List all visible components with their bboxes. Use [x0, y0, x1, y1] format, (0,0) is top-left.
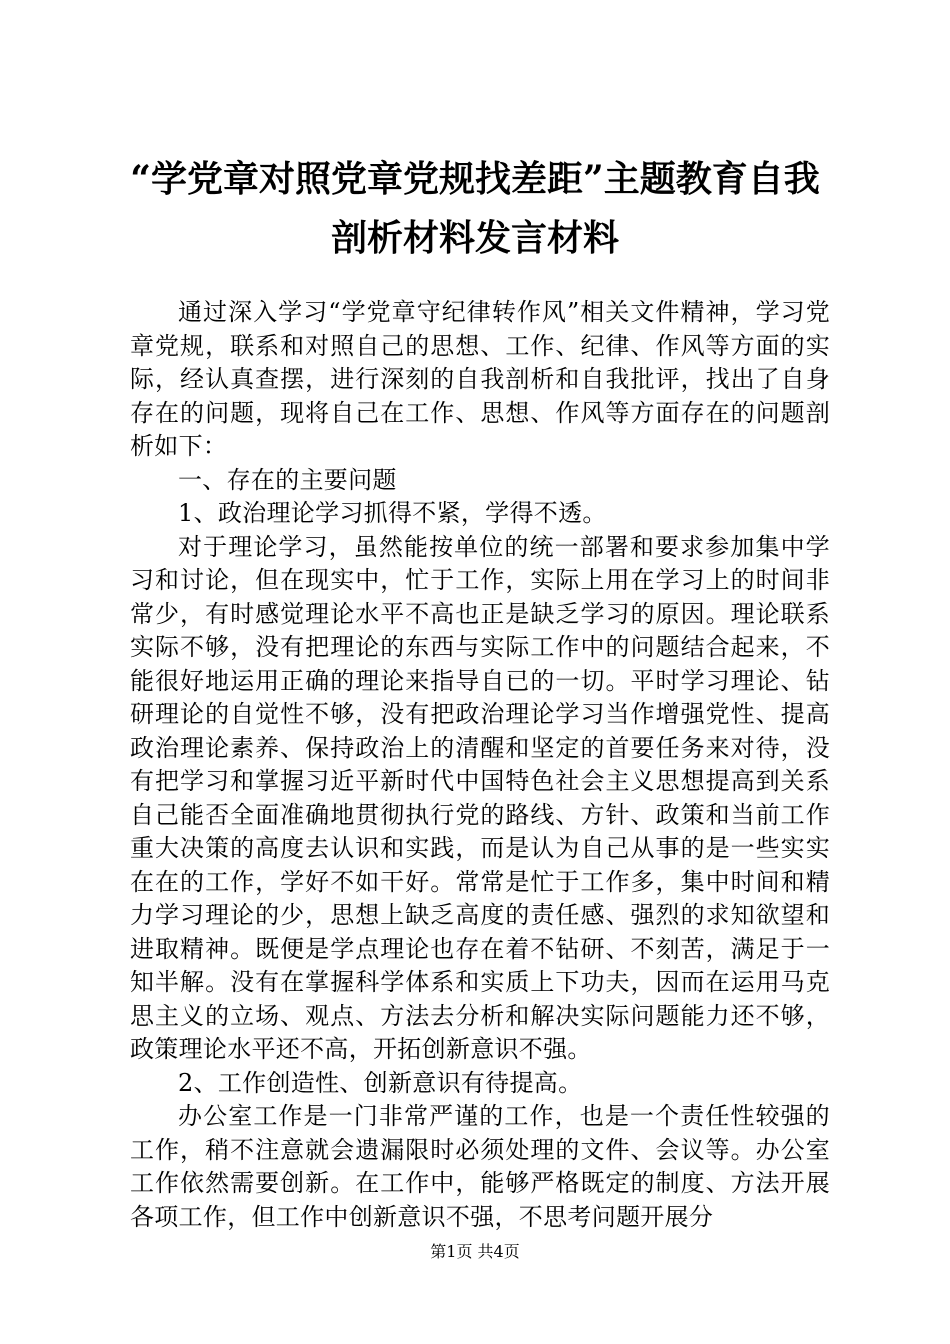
document-body — [130, 296, 830, 1234]
subheading-2: 2、工作创造性、创新意识有待提高。 — [178, 1068, 583, 1097]
paragraph-intro: 通过深入学习“学党章守纪律转作风”相关文件精神，学习党章党规，联系和对照自己的思想、工作、纪律、作风等方面的实际，经认真查摆，进行深刻的自我剖析和自我批评，找出了自身存在的问题，现将自己在工作、思想、作风等方面存在的问题剖析如下： — [130, 298, 830, 460]
document-title-line-1: “学党章对照党章党规找差距”主题教育自我 — [130, 158, 820, 200]
paragraph-office-work: 办公室工作是一门非常严谨的工作，也是一个责任性较强的工作，稍不注意就会遗漏限时必须处理的文件、会议等。办公室工作依然需要创新。在工作中，能够严格既定的制度、方法开展各项工作，但工作中创新意识不强，不思考问题开展分 — [130, 1102, 830, 1231]
heading-main-problems: 一、存在的主要问题 — [178, 465, 397, 494]
paragraph-theory-study: 对于理论学习，虽然能按单位的统一部署和要求参加集中学习和讨论，但在现实中，忙于工作，实际上用在学习上的时间非常少，有时感觉理论水平不高也正是缺乏学习的原因。理论联系实际不够，没有把理论的东西与实际工作中的问题结合起来，不能很好地运用正确的理论来指导自已的一切。平时学习理论、钻研理论的自觉性不够，没有把政治理论学习当作增强党性、提高政治理论素养、保持政治上的清醒和坚定的首要任务来对待，没有把学习和掌握习近平新时代中国特色社会主义思想提高到关系自己能否全面准确地贯彻执行党的路线、方针、政策和当前工作重大决策的高度去认识和实践，而是认为自己从事的是一些实实在在的工作，学好不如干好。常常是忙于工作多，集中时间和精力学习理论的少，思想上缺乏高度的责任感、强烈的求知欲望和进取精神。既便是学点理论也存在着不钻研、不刻苦，满足于一知半解。没有在掌握科学体系和实质上下功夫，因而在运用马克思主义的立场、观点、方法去分析和解决实际问题能力还不够，政策理论水平还不高，开拓创新意识不强。 — [130, 532, 830, 1063]
subheading-1: 1、政治理论学习抓得不紧，学得不透。 — [178, 499, 607, 527]
page-footer: 第1页 共4页 — [430, 1242, 520, 1261]
document-title-line-2: 剖析材料发言材料 — [330, 217, 619, 259]
